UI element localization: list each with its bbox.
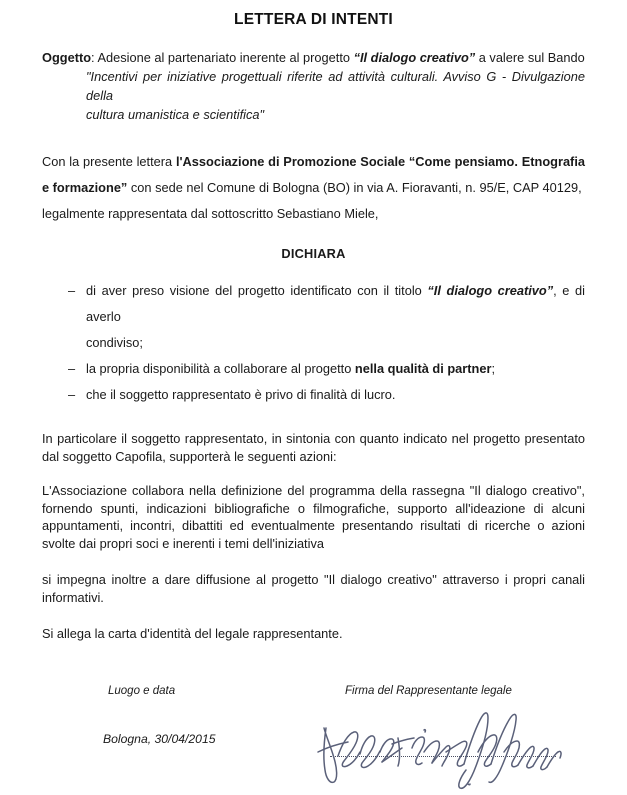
list-item-emphasis: “Il dialogo creativo” [427, 283, 554, 298]
list-item-emphasis: nella qualità di partner [354, 361, 492, 376]
intro-lead: Con la presente lettera [42, 154, 176, 169]
actions-intro-paragraph: In particolare il soggetto rappresentato, in sintonia con quanto indicato nel progetto presentato dal soggetto Capofila, supporterà le seguenti azioni: [42, 431, 585, 464]
list-item [68, 356, 585, 382]
intro-address: con sede nel Comune di Bologna (BO) in via A. Fioravanti, n. 95/E, CAP 40129, [127, 180, 582, 195]
diffusion-paragraph: si impegna inoltre a dare diffusione al progetto "Il dialogo creativo" attraverso i propri canali informativi. [42, 572, 585, 605]
intro-representative: legalmente rappresentata dal sottoscritto Sebastiano Miele, [42, 206, 379, 221]
list-item-continuation: condiviso; [86, 335, 143, 350]
list-item [68, 278, 585, 356]
list-item-text-before: la propria disponibilità a collaborare al progetto [86, 361, 355, 376]
subject-label-suffix: : Adesione al partenariato inerente al progetto [91, 50, 354, 65]
subject-line [42, 48, 585, 67]
subject-block [0, 48, 627, 124]
list-item [68, 382, 585, 408]
bullet-dash-icon: – [68, 283, 76, 298]
subject-bando-line-1: "Incentivi per iniziative progettuali riferite ad attività culturali. Avviso G - Divulgazione della [86, 69, 585, 103]
signature-label: Firma del Rappresentante legale [345, 684, 512, 697]
declaration-heading: DICHIARA [281, 246, 346, 261]
intro-organization-name: l'Associazione di Promozione Sociale “Come pensiamo. Etnografia e formazione” [42, 154, 585, 195]
list-item-text-before: di aver preso visione del progetto identificato con il titolo [86, 283, 428, 298]
bullet-dash-icon: – [68, 387, 76, 402]
intro-paragraph [0, 149, 627, 227]
place-date-value: Bologna, 30/04/2015 [103, 731, 216, 746]
subject-project-title: “Il dialogo creativo” [353, 50, 476, 65]
signature-block [0, 675, 627, 795]
collaboration-paragraph: L'Associazione collabora nella definizione del programma della rassegna "Il dialogo creativo", fornendo spunti, indicazioni bibliografiche o filmografiche, supporto all'ideazione di alcuni appuntamenti, incontri, dibattiti ed eventualmente presentando risultati di ricerche o azioni svolte dai propri soci e inerenti i temi dell'iniziativa [42, 483, 585, 551]
list-item-text-after: ; [491, 361, 495, 376]
attachment-paragraph: Si allega la carta d'identità del legale rappresentante. [42, 626, 343, 641]
handwritten-signature [312, 700, 572, 795]
list-item-text-after: , e di averlo [86, 283, 585, 324]
bullet-dash-icon: – [68, 361, 76, 376]
list-item-text-before: che il soggetto rappresentato è privo di finalità di lucro. [86, 387, 396, 402]
page-title: LETTERA DI INTENTI [234, 11, 393, 28]
subject-after-title: a valere sul Bando [475, 50, 585, 65]
document-page [0, 11, 627, 746]
subject-label: Oggetto [42, 50, 92, 65]
subject-bando-line-2: cultura umanistica e scientifica" [86, 107, 265, 122]
declaration-list [0, 278, 627, 408]
place-date-label: Luogo e data [108, 684, 176, 697]
